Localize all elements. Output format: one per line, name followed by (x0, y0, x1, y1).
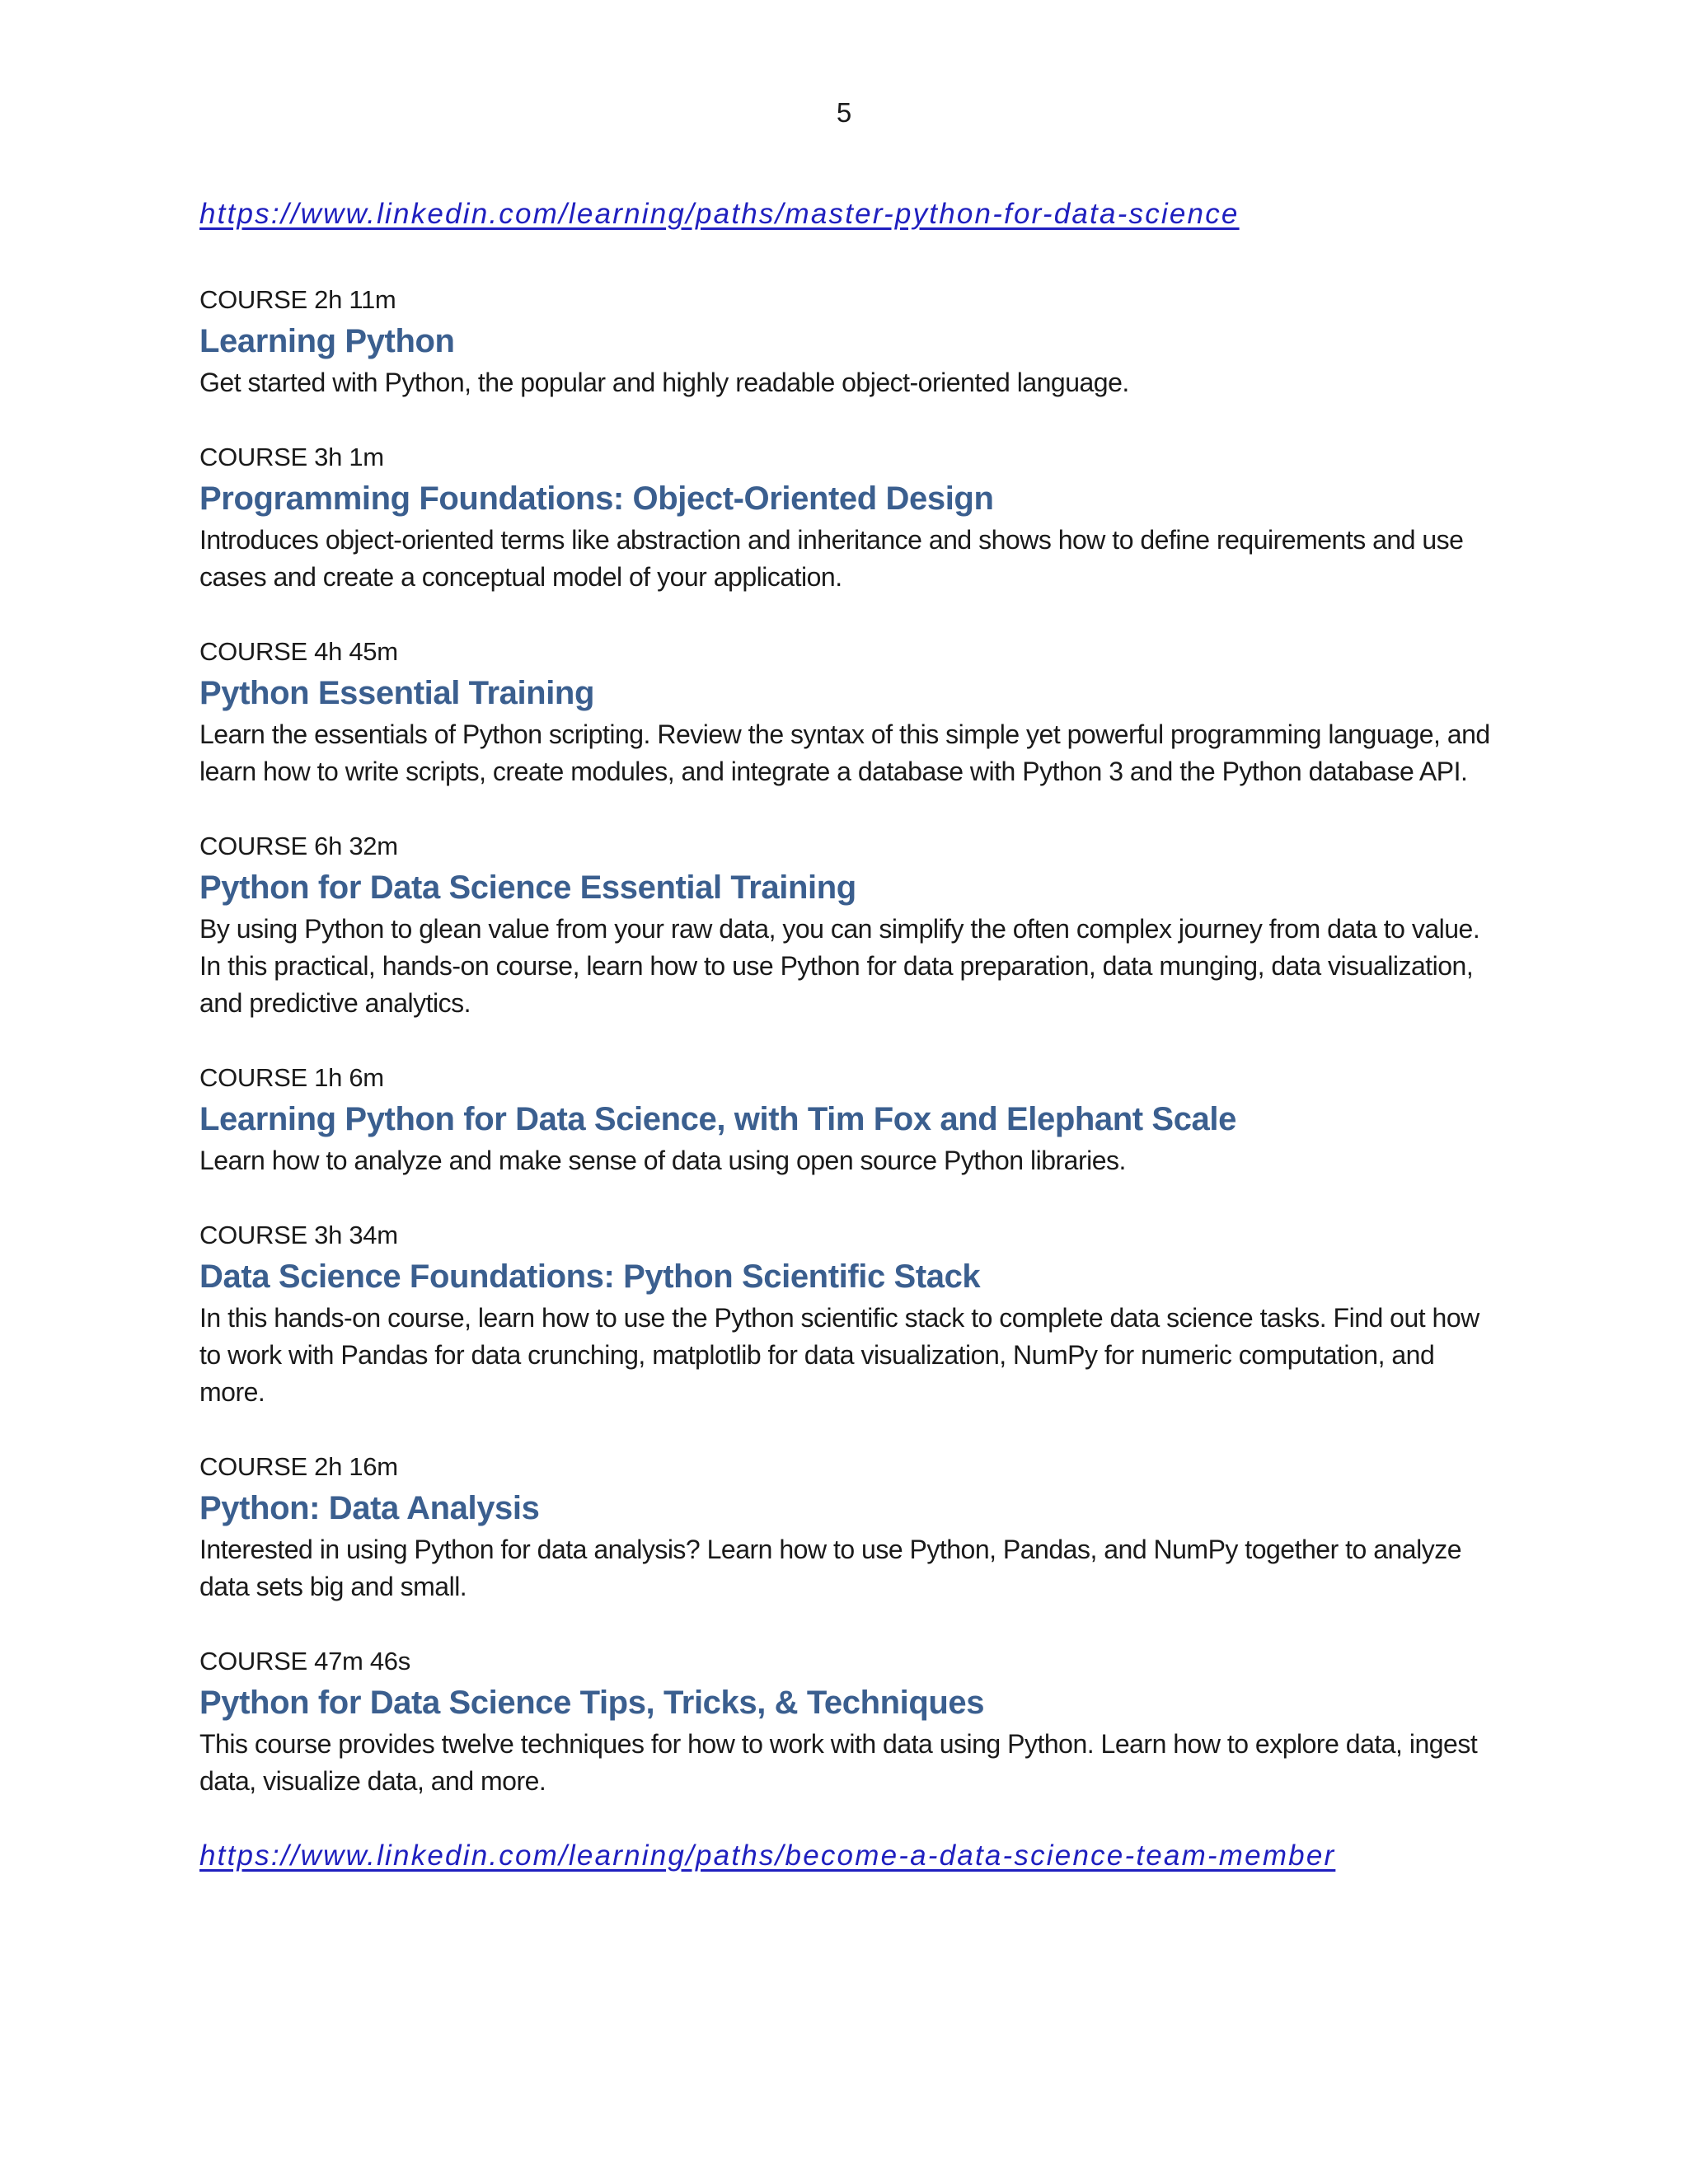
course-description: By using Python to glean value from your raw data, you can simplify the often complex journey from data to value. In this practical, hands-on course, learn how to use Python for data preparation, data munging, data visualization, and predictive analytics. (199, 914, 1480, 1018)
course-title[interactable]: Python: Data Analysis (199, 1490, 540, 1526)
learning-path-link-data-science-team[interactable]: https://www.linkedin.com/learning/paths/become-a-data-science-team-member (199, 1840, 1336, 1872)
course-entry (199, 1062, 1502, 1179)
course-meta: COURSE 1h 6m (199, 1063, 384, 1092)
course-title[interactable]: Python for Data Science Essential Training (199, 869, 856, 906)
course-entry (199, 635, 1502, 790)
course-meta: COURSE 3h 34m (199, 1221, 398, 1249)
course-description: This course provides twelve techniques for how to work with data using Python. Learn how to explore data, ingest data, visualize data, and more. (199, 1729, 1478, 1796)
course-entry (199, 830, 1502, 1022)
course-entry (199, 1219, 1502, 1411)
course-entry (199, 284, 1502, 401)
course-meta: COURSE 47m 46s (199, 1647, 410, 1675)
course-description: Get started with Python, the popular and highly readable object-oriented language. (199, 368, 1129, 397)
course-entry (199, 1645, 1502, 1800)
course-description: In this hands-on course, learn how to use the Python scientific stack to complete data science tasks. Find out how to work with Pandas for data crunching, matplotlib for data visualization, NumPy for numeric computation, and more. (199, 1303, 1479, 1407)
course-meta: COURSE 6h 32m (199, 832, 398, 860)
page-content (199, 198, 1502, 1872)
course-description: Introduces object-oriented terms like abstraction and inheritance and shows how to define requirements and use cases and create a conceptual model of your application. (199, 525, 1464, 592)
course-entry (199, 441, 1502, 596)
course-entry (199, 1451, 1502, 1605)
course-meta: COURSE 2h 16m (199, 1452, 398, 1481)
course-title[interactable]: Learning Python for Data Science, with Tim Fox and Elephant Scale (199, 1101, 1236, 1137)
course-title[interactable]: Python Essential Training (199, 675, 594, 711)
course-meta: COURSE 2h 11m (199, 285, 396, 314)
course-description: Interested in using Python for data analysis? Learn how to use Python, Pandas, and NumPy together to analyze data sets big and small. (199, 1535, 1461, 1601)
course-title[interactable]: Learning Python (199, 323, 455, 359)
course-meta: COURSE 4h 45m (199, 637, 398, 666)
course-title[interactable]: Data Science Foundations: Python Scientific Stack (199, 1258, 981, 1295)
course-title[interactable]: Programming Foundations: Object-Oriented Design (199, 480, 994, 517)
learning-path-link-master-python[interactable]: https://www.linkedin.com/learning/paths/master-python-for-data-science (199, 198, 1240, 230)
page-number: 5 (836, 97, 852, 128)
course-description: Learn how to analyze and make sense of data using open source Python libraries. (199, 1146, 1126, 1175)
course-description: Learn the essentials of Python scripting. Review the syntax of this simple yet powerful programming language, and learn how to write scripts, create modules, and integrate a database with Python 3 and the Python database API. (199, 719, 1490, 786)
course-meta: COURSE 3h 1m (199, 443, 384, 471)
course-title[interactable]: Python for Data Science Tips, Tricks, & Techniques (199, 1685, 985, 1721)
